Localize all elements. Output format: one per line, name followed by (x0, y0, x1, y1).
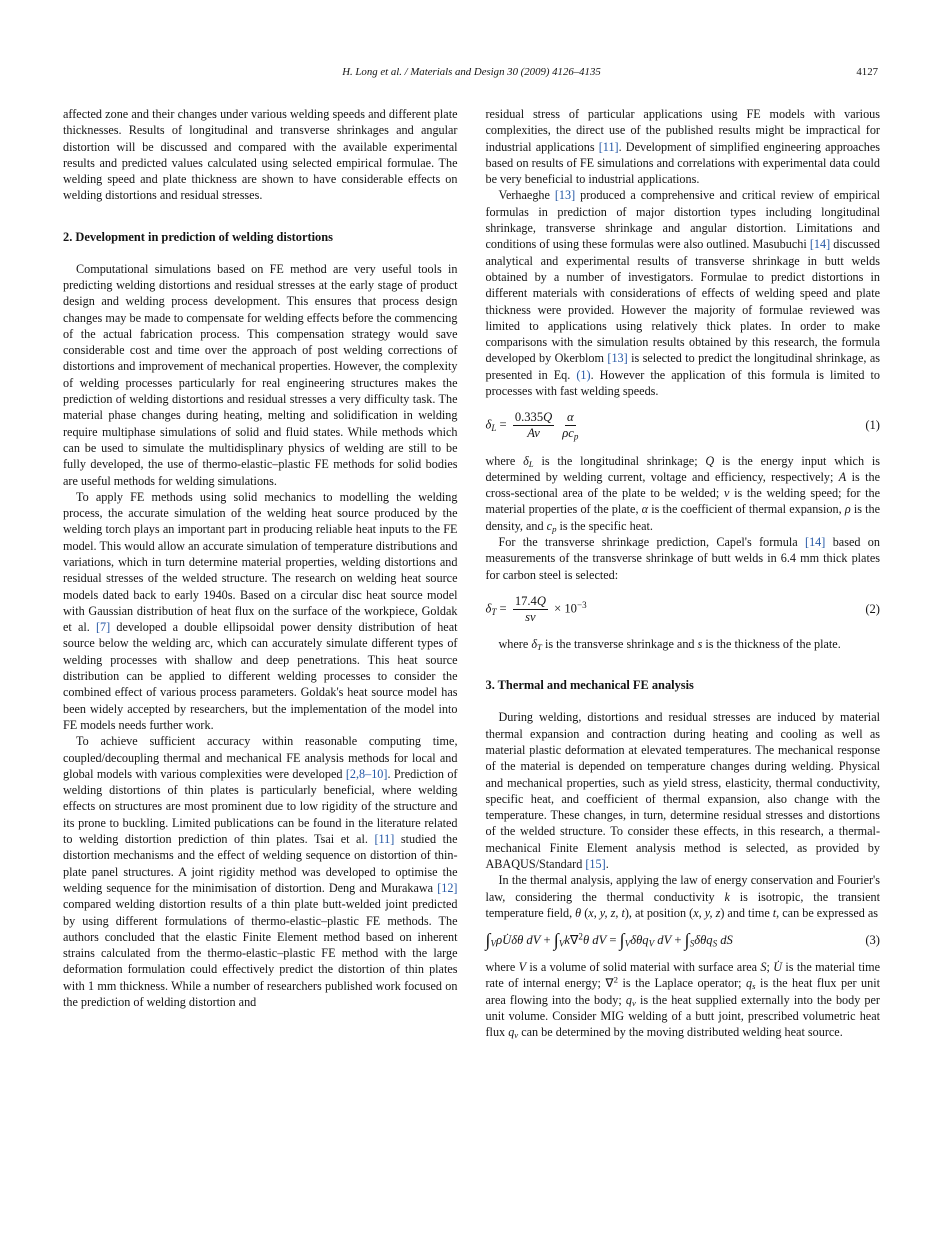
integral-sign: ∫ (485, 930, 491, 951)
two-column-body (63, 106, 880, 1041)
paragraph: In the thermal analysis, applying the law of energy conservation and Fourier's law, considering the thermal conductivity k is isotropic, the transient temperature field, θ (x, y, z, t), at position (x, y, z) and time t, can be expressed as (485, 873, 880, 920)
fraction (560, 410, 580, 441)
fraction (513, 594, 548, 625)
paragraph: where V is a volume of solid material with surface area S; U̇ is the material time rate of internal energy; ∇$^2$ is the Laplace operator; qs is the heat flux per unit area flowing into the body; qv is the heat supplied externally into the body per unit volume. Consider MIG welding of a butt joint, prescribed volumetric heat flux qv can be determined by the moving distributed welding heat source. (485, 960, 881, 1041)
fraction-denominator: sv (525, 610, 536, 625)
integral-sign: ∫ (553, 930, 559, 951)
equation (485, 930, 881, 951)
citation-link[interactable]: [12] (437, 880, 458, 895)
fraction-numerator: 17.4Q (513, 594, 548, 610)
integral-sign: ∫ (684, 930, 690, 951)
paragraph: During welding, distortions and residual stresses are induced by material thermal expansion and contraction during heating and cooling as well as material plastic deformation at elevated temperatures. The mechanical response of the material is depended on temperature changes during welding. Physical and mechanical properties, such as yield stress, elasticity, thermal conductivity, specific heat, and coefficient of thermal expansion, also change with the temperature. These changes, in turn, determine residual stresses and distortions of the welded structure. To consider these effects, in this research, a thermal-mechanical Finite Element analysis method is selected, as provided by ABAQUS/Standard [15]. (485, 710, 880, 871)
page-number: 4127 (856, 66, 878, 78)
running-head (63, 66, 880, 82)
equation-number: (3) (865, 932, 880, 947)
right-column (486, 106, 881, 1041)
equation-body: δT = $\frac{17.4Q}{sv}$ × $10^{-3}$ (485, 593, 587, 625)
paragraph: To apply FE methods using solid mechanics to modelling the welding process, the accurate simulation of the welding heat source produced by the welding torch plays an important part in producing reliable heat inputs to the FE model. This would allow an accurate simulation of temperature distributions and variations, which in turn determine material properties, welding distortions and residual stresses of the welded structure. The research on welding heat source models dated back to early 1940s. Based on a circular disc heat source model with Gaussian distribution of heat flux on the surface of the workpiece, Goldak et al. [7] developed a double ellipsoidal power density distribution of heat source below the welding arc, which can accurately simulate different types of welding processes with shallow and deep penetrations. This heat source distribution can be applied to different welding processes to consider the combined effect of various process parameters. Goldak's heat source model has been widely accepted by researchers, but the implementation of the model into FE models needs further work. (63, 489, 458, 732)
equation (486, 594, 881, 625)
citation-link[interactable]: [7] (95, 620, 111, 635)
citation-link[interactable]: [11] (598, 139, 619, 154)
citation-link[interactable]: (1) (576, 367, 591, 382)
paragraph: Computational simulations based on FE method are very useful tools in predicting welding distortions and residual stresses at the early stage of product design and welding process development. This ensures that process design changes may be made to compensate for welding effects before the commencing of the actual fabrication process. This compensation strategy would save considerable cost and time over the approach of post welding corrections of distortions and improvement of mechanical properties. However, the complexity of welding processes particularly for real engineering structures makes the prediction of welding distortions and residual stresses a very difficulty task. The material phase changes during heating, melting and solidification in welding require multiphase simulations of solid and fluid states. While methods which can be used to simulate the multidisplinary physics of welding are still to be fully developed, the use of thermo-elastic–plastic FE methods for solid bodies are useful methods for welding simulations. (63, 261, 458, 488)
equation-number: (2) (865, 602, 880, 617)
fraction-numerator: 0.335Q (513, 410, 554, 426)
equation-body: ∫VρU̇δθ dV + ∫Vk∇$^2$θ dV = ∫VδθqV dV + ∫SδθqS dS (485, 930, 733, 951)
citation-link[interactable]: [2,8–10] (345, 766, 388, 781)
paragraph: where δL is the longitudinal shrinkage; Q is the energy input which is determined by welding current, voltage and efficiency, respectively; A is the cross-sectional area of the plate to be welded; v is the welding speed; for the material properties of the plate, α is the coefficient of thermal expansion, ρ is the density, and cp is the specific heat. (485, 453, 880, 534)
paragraph: Verhaeghe [13] produced a comprehensive and critical review of empirical formulas in prediction of major distortion types including longitudinal shrinkage, transverse shrinkage and angular distortion. Limitations and conditions of using these formulas were also outlined. Masubuchi [14] discussed analytical and experimental results of transverse shrinkage in butt welds obtained by a number of investigators. Formulae to predict distortions in different materials with considerations of effects of welding speed and plate thickness were provided. However the majority of formulae reviewed was limited to applications using relatively thick plates. In order to make comparisons with the simulation results obtained by this research, the formula developed by Okerblom [13] is selected to predict the longitudinal shrinkage, as presented in Eq. (1). However the application of this formula is limited to processes with fast welding speeds. (485, 188, 881, 399)
citation-link[interactable]: [11] (374, 832, 395, 847)
fraction (513, 410, 554, 441)
citation-link[interactable]: [14] (805, 535, 826, 550)
fraction-denominator: Av (527, 426, 540, 441)
section-heading: 2. Development in prediction of welding distortions (63, 229, 333, 244)
paragraph: where δT is the transverse shrinkage and s is the thickness of the plate. (498, 637, 841, 653)
paragraph: residual stress of particular applications using FE models with various complexities, the direct use of the published results might be impractical for industrial applications [11]. Development of simplified engineering approaches based on results of FE simulations and correlations with experimental data could be very beneficial to industrial applications. (485, 107, 880, 187)
fraction-denominator: ρcp (562, 426, 579, 442)
paragraph: For the transverse shrinkage prediction, Capel's formula [14] based on measurements of the transverse shrinkage of butt welds in 6.4 mm thick plates for carbon steel is selected: (485, 535, 880, 582)
citation-link[interactable]: [14] (809, 237, 831, 252)
left-column (63, 106, 458, 1041)
fraction-numerator: α (565, 410, 576, 426)
citation-link[interactable]: [13] (607, 351, 628, 366)
citation-link[interactable]: [13] (554, 188, 576, 203)
paragraph: To achieve sufficient accuracy within reasonable computing time, coupled/decoupling thermal and mechanical FE analysis methods for local and global models with various complexities were developed [2,8–10]. Prediction of welding distortions of thin plates is particularly beneficial, where welding effects on structures are most prominent due to low rigidity of the structure and its prone to buckling. Limited publications can be found in the literature related to welding distortion prediction of thin plates. Tsai et al. [11] studied the distortion mechanisms and the effect of welding sequence on distortion of thin-plate panel structures. A joint rigidity method was developed to optimise the welding sequence for the minimisation of distortion. Deng and Murakawa [12] compared welding distortion results of a thin plate butt-welded joint predicted by using different formulations of thermo-elastic–plastic FE methods. The authors concluded that the elastic Finite Element method based on inherent strains calculated from the thermo-elastic–plastic FE method with the large deformation formulation could effectively predict the distortion of thin plates with 1 mm thickness. While a number of researchers published work focused on the prediction of welding distortion and (63, 734, 458, 1010)
equation-number: (1) (865, 418, 880, 433)
equation (486, 410, 881, 441)
section-heading: 3. Thermal and mechanical FE analysis (485, 678, 694, 693)
running-title: H. Long et al. / Materials and Design 30 (2009) 4126–4135 (342, 66, 601, 78)
paragraph: affected zone and their changes under various welding speeds and different plate thicknesses. Results of longitudinal and transverse shrinkages and angular distortion will be discussed and compared with the available experimental results and predicted values calculated using selected empirical formulae. The welding speed and plate thickness are shown to have considerable effects on welding distortions and residual stresses. (63, 107, 458, 203)
equation-body: δL = $\frac{0.335Q}{Av}$ $\frac{\alpha}{\text{ρcp}}$ (485, 410, 579, 442)
citation-link[interactable]: [15] (585, 857, 606, 871)
integral-sign: ∫ (619, 930, 625, 951)
